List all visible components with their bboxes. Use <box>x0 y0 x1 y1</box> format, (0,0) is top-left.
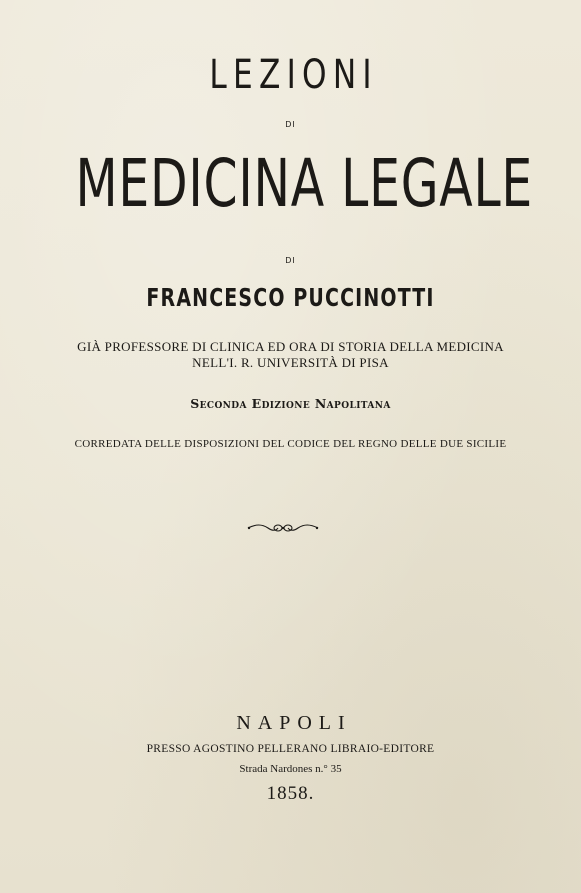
imprint-address: Strada Nardones n.° 35 <box>239 763 342 775</box>
supplement-statement: CORREDATA DELLE DISPOSIZIONI DEL CODICE DEL REGNO DELLE DUE SICILIE <box>74 438 507 450</box>
imprint-publisher: PRESSO AGOSTINO PELLERANO LIBRAIO-EDITORE <box>146 743 435 755</box>
author-affiliation-line-2: NELL'I. R. UNIVERSITÀ DI PISA <box>192 355 389 370</box>
author-name: FRANCESCO PUCCINOTTI <box>146 283 435 312</box>
scroll-ornament-icon <box>246 521 320 535</box>
author-affiliation-line-1: GIÀ PROFESSORE DI CLINICA ED ORA DI STORIA DELLA MEDICINA <box>77 339 504 354</box>
connector-di-1: DI <box>285 120 296 129</box>
imprint-city: NAPOLI <box>236 712 352 734</box>
title-line-2: MEDICINA LEGALE <box>75 145 534 222</box>
edition-statement: Seconda Edizione Napolitana <box>190 396 391 411</box>
title-line-1: LEZIONI <box>209 52 378 98</box>
connector-di-2: DI <box>285 256 296 265</box>
imprint-year: 1858. <box>266 783 315 804</box>
